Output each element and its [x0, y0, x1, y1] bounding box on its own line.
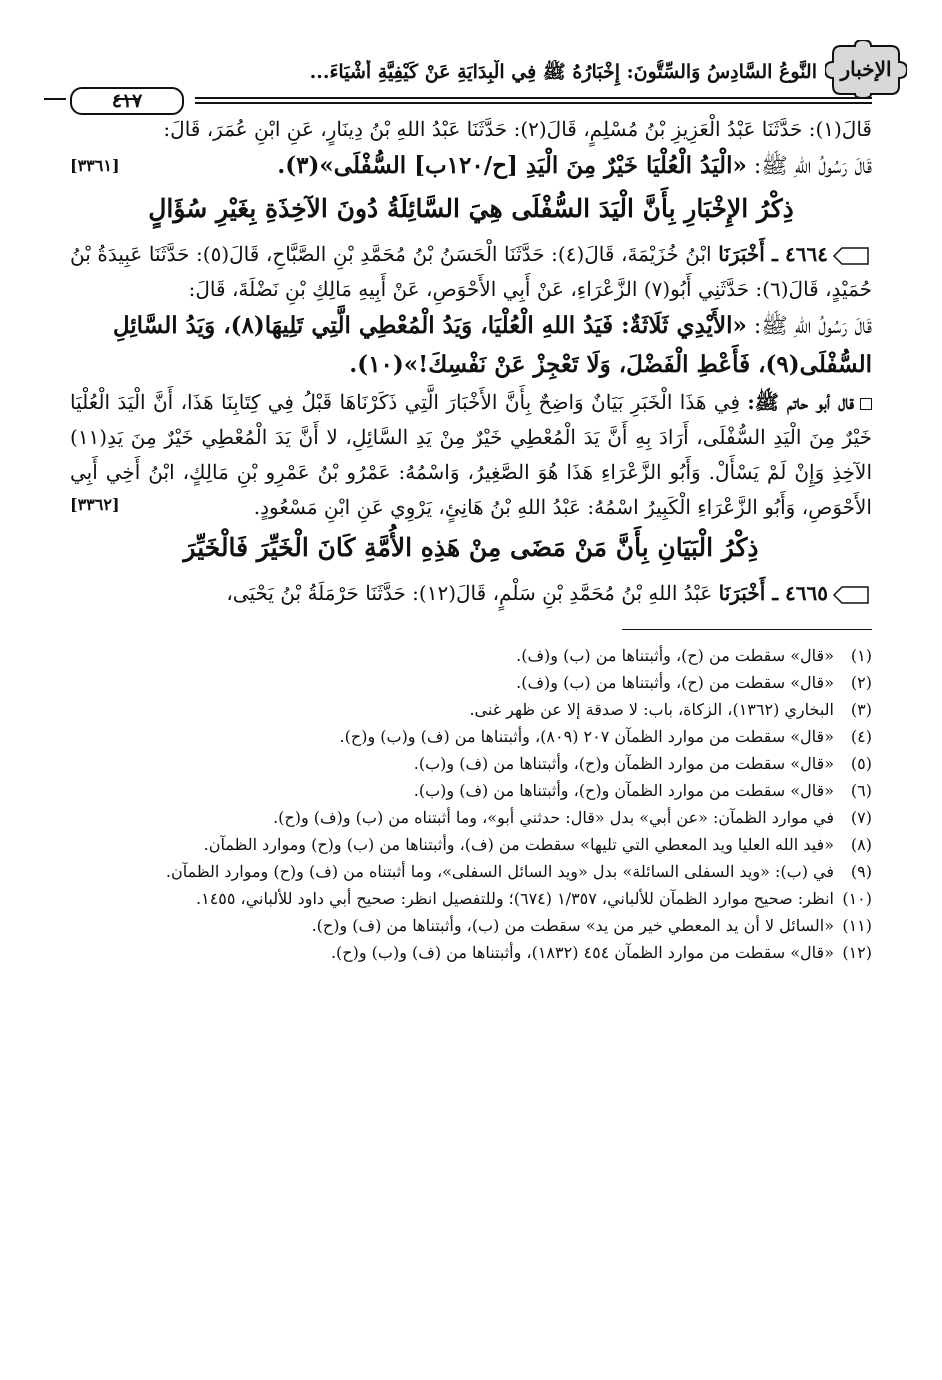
hadith-4665-number: ٤٦٦٥ ـ أَخْبَرَنَا	[718, 581, 828, 605]
abu-hatim-commentary	[70, 385, 872, 525]
footnotes	[70, 642, 872, 966]
footnote-number: (١)	[850, 646, 872, 665]
page-number: ٤١٧	[70, 87, 184, 115]
page-header	[70, 40, 892, 112]
footnote	[70, 831, 872, 858]
footnote	[70, 669, 872, 696]
footnote	[70, 642, 872, 669]
footnote-number: (٥)	[850, 754, 872, 773]
footnote	[70, 939, 872, 966]
hadith-4665-chain	[70, 576, 872, 611]
footnote-text: في موارد الظمآن: «عن أبي» بدل «قال: حدثني أبو»، وما أثبتناه من (ب) و(ف) و(ح).	[273, 808, 834, 827]
commentary-text: فِي هَذَا الْخَبَرِ بَيَانٌ وَاضِحٌ بِأَنَّ الأَخْبَارَ الَّتِي ذَكَرْنَاهَا قَبْلُ فِي كِتَابِنَا هَذَا، أَنَّ الْيَدَ الْعُلْيَا خَيْرٌ مِنَ الْيَدِ السُّفْلَى، أَرَادَ بِهِ أَنَّ يَدَ الْمُعْطِي خَيْرٌ مِنْ يَدِ السَّائِلِ، لا أَنَّ يَدَ الْمُعْطِي خَيْرٌ مِنَ يَدِ(١١) الآخِذِ وَإِنْ لَمْ يَسْأَلْ. وَأَبُو الزَّعْرَاءِ هَذَا هُوَ الصَّغِيرُ، وَاسْمُهُ: عَمْرُو بْنُ عَمْرِو بْنِ مَالِكٍ، ابْنُ أَخِي أَبِي الأَحْوَصِ، وَأَبُو الزَّعْرَاءِ الْكَبِيرُ اسْمُهُ: عَبْدُ اللهِ بْنُ هَانِئٍ، يَرْوِي عَنِ ابْنِ مَسْعُودٍ.	[70, 390, 872, 519]
footnote-number: (٢)	[850, 673, 872, 692]
footnote-text: «قال» سقطت من موارد الظمآن ٢٠٧ (٨٠٩)، وأثبتناها من (ف) و(ب) و(ح).	[339, 727, 834, 746]
footnote-text: انظر: صحيح موارد الظمآن للألباني، ١/٣٥٧ (٦٧٤)؛ وللتفصيل انظر: صحيح أبي داود للألباني، ١٤٥٥.	[196, 889, 834, 908]
hadith-2	[70, 307, 872, 385]
footnote-text: «السائل لا أن يد المعطي خير من يد» سقطت من (ب)، وأثبتناها من (ف) و(ح).	[311, 916, 834, 935]
reference-number-1: [٣٣٦١]	[70, 156, 120, 175]
footnote-text: «قال» سقطت من موارد الظمآن ٤٥٤ (١٨٣٢)، وأثبتناها من (ف) و(ب) و(ح).	[330, 943, 834, 962]
paragraph-1: قَالَ(١): حَدَّثَنَا عَبْدُ الْعَزِيزِ بْنُ مُسْلِمٍ، قَالَ(٢): حَدَّثَنَا عَبْدُ اللهِ بْنُ دِينَارٍ، عَنِ ابْنِ عُمَرَ، قَالَ:	[163, 117, 872, 141]
square-marker-icon	[860, 398, 872, 410]
khabar-icon	[832, 585, 872, 605]
footnote-text: «قال» سقطت من (ح)، وأثبتناها من (ب) و(ف).	[516, 673, 834, 692]
section-heading-2: ذِكْرُ الْبَيَانِ بِأَنَّ مَنْ مَضَى مِنْ هَذِهِ الأُمَّةِ كَانَ الْخَيِّرَ فَالْخَيِّرَ	[183, 533, 759, 562]
footnote-number: (٦)	[850, 781, 872, 800]
footnote-number: (١٢)	[842, 943, 872, 962]
footnote-number: (٧)	[850, 808, 872, 827]
puzzle-badge-icon	[825, 40, 907, 98]
khabar-icon	[832, 246, 872, 266]
footnote-number: (٤)	[850, 727, 872, 746]
footnote-text: البخاري (١٣٦٢)، الزكاة، باب: لا صدقة إلا عن ظهر غنى.	[469, 700, 834, 719]
footnote	[70, 777, 872, 804]
hadith-4665-text: عَبْدُ اللهِ بْنُ مُحَمَّدِ بْنِ سَلْمٍ، قَالَ(١٢): حَدَّثَنَا حَرْمَلَةُ بْنُ يَحْيَى،	[226, 581, 713, 605]
footnote-number: (٨)	[850, 835, 872, 854]
abu-hatim-label: قال أبو حاتم ﷺ:	[747, 390, 855, 414]
hadith-1-text: «الْيَدُ الْعُلْيَا خَيْرٌ مِنَ الْيَدِ [ح/١٢٠ب] السُّفْلَى»(٣).	[277, 152, 747, 179]
hadith-1	[70, 147, 872, 186]
footnote-text: «قال» سقطت من (ح)، وأثبتناها من (ب) و(ف).	[516, 646, 834, 665]
page	[70, 40, 892, 1360]
footnote-text: «فيد الله العليا ويد المعطي التي تليها» سقطت من (ف)، وأثبتناها من (ب) و(ح) وموارد الظمآن.	[203, 835, 834, 854]
double-rule	[195, 97, 872, 104]
footnote	[70, 750, 872, 777]
running-title: النَّوعُ السَّادِسُ وَالسِّتُّونَ: إِخْبَارُهُ ﷺ فِي الْبِدَايَةِ عَنْ كَيْفِيَّةِ أَشْيَاءَ...	[309, 61, 817, 83]
footnote-text: «قال» سقطت من موارد الظمآن و(ح)، وأثبتناها من (ف) و(ب).	[413, 754, 834, 773]
footnote-number: (٩)	[850, 862, 872, 881]
hadith-2-text: «الأَيْدِي ثَلَاثَةٌ: فَيَدُ اللهِ الْعُلْيَا، وَيَدُ الْمُعْطِي الَّتِي تَلِيهَا(٨)، وَيَدُ السَّائِلِ السُّفْلَى(٩)، فَأَعْطِ الْفَضْلَ، وَلَا تَعْجِزْ عَنْ نَفْسِكَ!»(١٠).	[112, 312, 872, 378]
footnote	[70, 723, 872, 750]
hadith-4664-number: ٤٦٦٤ ـ أَخْبَرَنَا	[718, 242, 828, 266]
hadith-2-intro: قَالَ رَسُولُ اللهِ ﷺ:	[753, 314, 872, 339]
footnote-divider	[622, 629, 872, 630]
section-badge-label: الإخبار	[840, 57, 892, 81]
header-rule	[70, 92, 872, 114]
footnote	[70, 696, 872, 723]
footnote-text: في (ب): «ويد السفلى السائلة» بدل «ويد السائل السفلى»، وما أثبتناه من (ف) و(ح) وموارد الظمآن.	[165, 862, 834, 881]
hadith-4664-chain	[70, 237, 872, 307]
footnote-number: (٣)	[850, 700, 872, 719]
footnote-number: (١٠)	[842, 889, 872, 908]
reference-number-2: [٣٣٦٢]	[70, 495, 120, 514]
footnote	[70, 912, 872, 939]
footnote-number: (١١)	[842, 916, 872, 935]
hadith-4664-text: ابْنُ خُزَيْمَةَ، قَالَ(٤): حَدَّثَنَا الْحَسَنُ بْنُ مُحَمَّدِ بْنِ الصَّبَّاحِ، قَالَ(٥): حَدَّثَنَا عَبِيدَةُ بْنُ حُمَيْدٍ، قَالَ(٦): حَدَّثَنِي أَبُو(٧) الزَّعْرَاءِ، عَنْ أَبِي الأَحْوَصِ، عَنْ أَبِيهِ مَالِكِ بْنِ نَضْلَةَ، قَالَ:	[70, 242, 872, 301]
footnote	[70, 885, 872, 912]
footnote-text: «قال» سقطت من موارد الظمآن و(ح)، وأثبتناها من (ف) و(ب).	[413, 781, 834, 800]
footnote	[70, 858, 872, 885]
section-heading-1: ذِكْرُ الإِخْبَارِ بِأَنَّ الْيَدَ السُّفْلَى هِيَ السَّائِلَةُ دُونَ الآخِذَةِ بِغَيْرِ سُؤَالٍ	[148, 194, 794, 223]
footnote	[70, 804, 872, 831]
hadith-1-intro: قَالَ رَسُولُ اللهِ ﷺ:	[753, 154, 872, 179]
